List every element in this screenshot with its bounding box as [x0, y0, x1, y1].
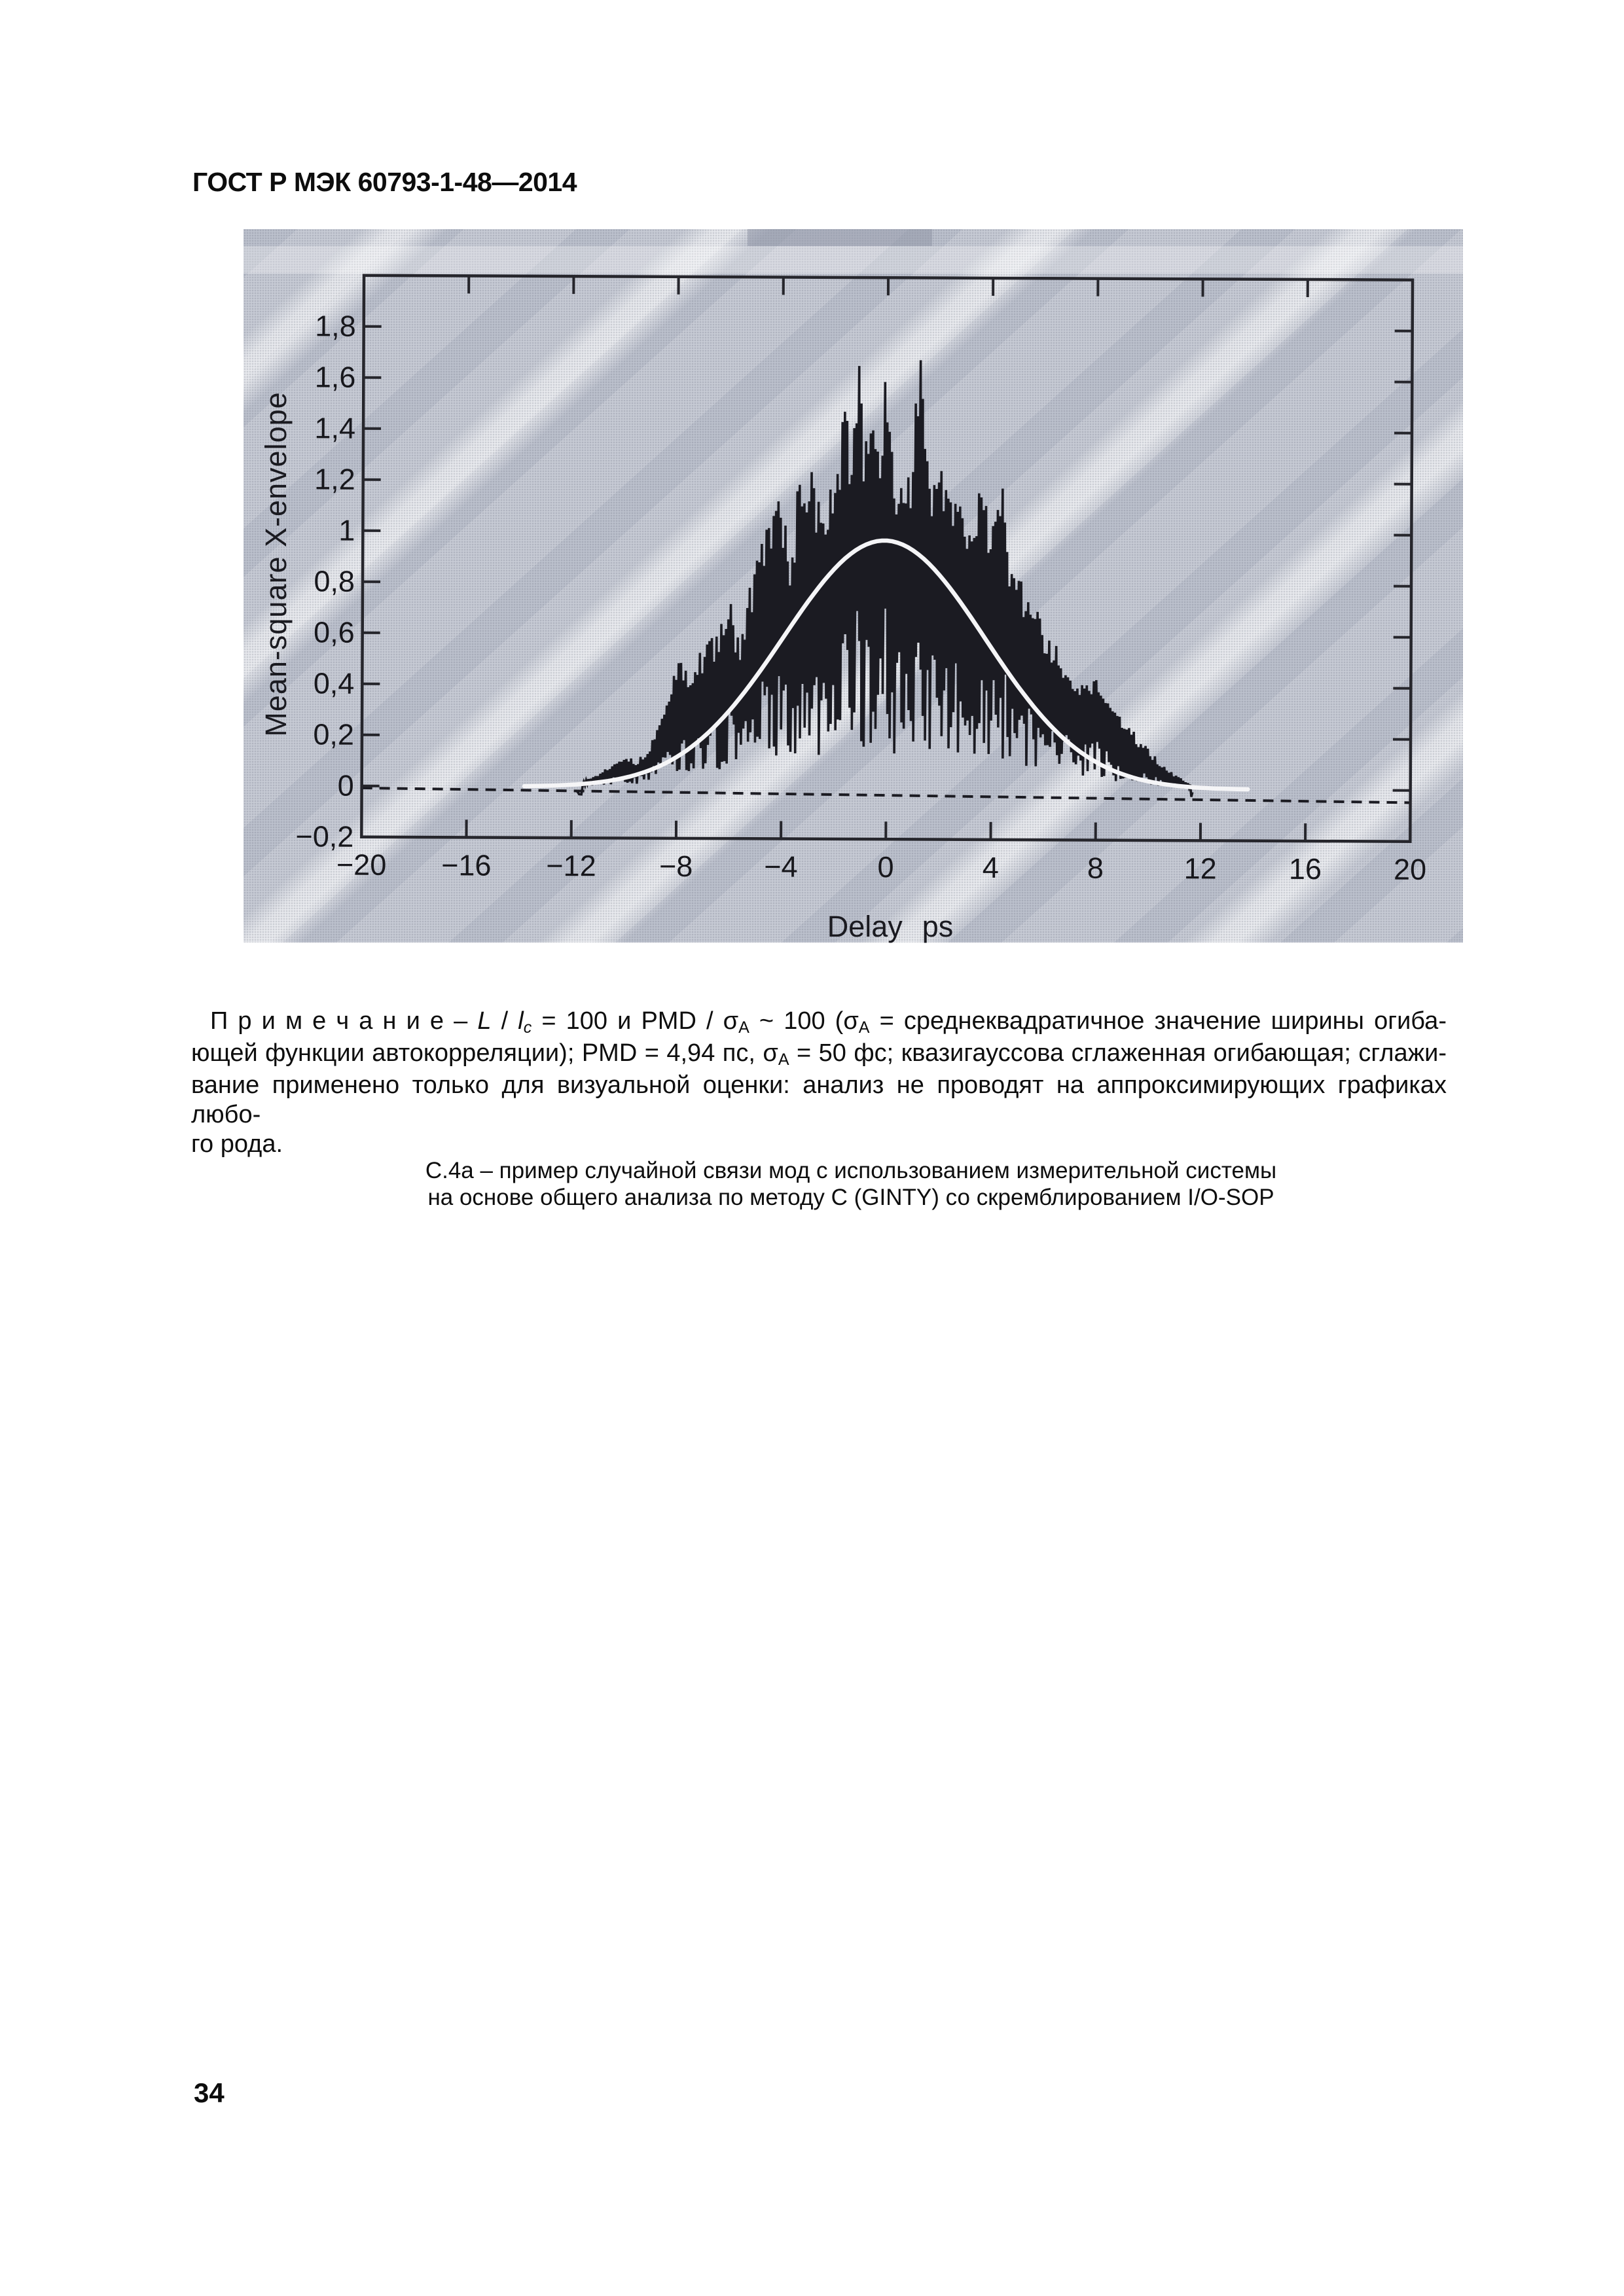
- x-axis-title-word2: ps: [922, 910, 954, 943]
- note-text-segment: c: [523, 1018, 532, 1037]
- x-tick-label: 0: [877, 850, 894, 884]
- caption-line-1: С.4а – пример случайной связи мод с использованием измерительной системы: [425, 1158, 1277, 1183]
- x-tick-label: −8: [659, 849, 693, 883]
- y-tick-label: 1,8: [315, 309, 356, 343]
- note-text-segment: ~ 100 (σ: [749, 1007, 859, 1035]
- x-tick-label: −12: [546, 848, 596, 883]
- y-tick-label: 1: [338, 513, 355, 547]
- note-text-segment: = 50 фс; квазигауссова сглаженная огибающая; сглажи-: [789, 1039, 1447, 1067]
- baseline-dashed: [362, 788, 1411, 803]
- x-tick-label: −16: [441, 848, 492, 882]
- y-tick-label: 0,8: [314, 564, 355, 598]
- autocorrelation-chart: [244, 229, 1463, 942]
- x-tick-label: 4: [982, 850, 999, 884]
- note-text-segment: A: [858, 1018, 870, 1037]
- y-tick-label: 1,4: [314, 411, 356, 445]
- note-text-segment: = 100 и PMD / σ: [532, 1007, 739, 1035]
- y-tick-label: 1,2: [314, 462, 355, 496]
- note-text-segment: П р и м е ч а н и е –: [210, 1007, 478, 1035]
- x-tick-label: 8: [1087, 851, 1104, 885]
- note-line: [191, 1007, 1447, 1039]
- caption-line-2: на основе общего анализа по методу С (GINTY) со скремблированием I/O-SOP: [427, 1185, 1274, 1210]
- x-tick-label: −4: [764, 850, 798, 884]
- note-line: [191, 1130, 1447, 1159]
- x-axis-title-word1: Delay: [827, 910, 903, 943]
- note-line: [191, 1071, 1447, 1130]
- note-text-segment: го рода.: [191, 1130, 283, 1158]
- y-axis-title: Mean-square X-envelope: [259, 391, 293, 737]
- note-text-segment: l: [518, 1007, 524, 1035]
- y-tick-label: −0,2: [295, 819, 354, 853]
- figure-scan: [244, 229, 1463, 942]
- x-tick-label: −20: [336, 848, 387, 882]
- x-tick-label: 12: [1183, 852, 1217, 886]
- note-text-segment: A: [778, 1050, 789, 1069]
- note-line: [191, 1039, 1447, 1071]
- document-header: ГОСТ Р МЭК 60793-1-48—2014: [192, 167, 577, 197]
- plot-group: [295, 275, 1429, 886]
- x-axis-title: [827, 910, 954, 944]
- note-text-segment: A: [738, 1018, 749, 1037]
- y-tick-label: 1,6: [314, 360, 356, 394]
- y-tick-label: 0: [337, 768, 354, 802]
- note-paragraph: [191, 1007, 1447, 1159]
- noisy-series: [577, 359, 1195, 797]
- y-tick-label: 0,4: [313, 666, 355, 700]
- x-tick-label: 20: [1393, 852, 1427, 886]
- note-text-segment: ющей функции автокорреляции); PMD = 4,94 пс, σ: [191, 1039, 778, 1067]
- note-text-segment: /: [491, 1007, 518, 1035]
- note-text-segment: = среднеквадратичное значение ширины огиба-: [869, 1007, 1447, 1035]
- y-tick-label: 0,2: [313, 717, 355, 751]
- note-text-segment: L: [477, 1007, 492, 1035]
- note-text-segment: вание применено только для визуальной оценки: анализ не проводят на аппроксимирующих графиках любо-: [191, 1071, 1447, 1128]
- page-number: 34: [194, 2077, 225, 2108]
- figure-caption: [321, 1157, 1381, 1211]
- x-tick-label: 16: [1288, 852, 1322, 886]
- y-tick-label: 0,6: [314, 615, 355, 649]
